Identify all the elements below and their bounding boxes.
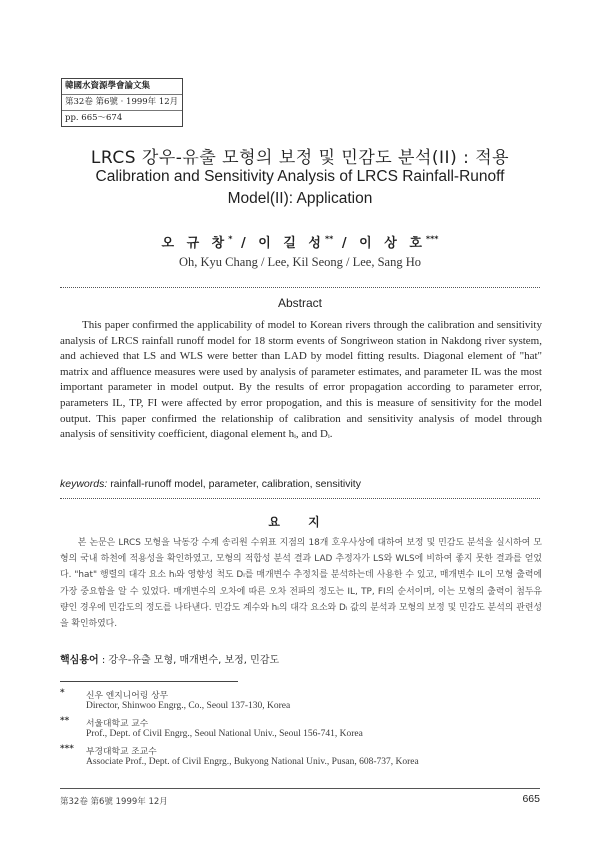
footnote-affiliation-ko: 부경대학교 조교수 <box>86 747 157 757</box>
authors-korean <box>0 232 600 251</box>
footnote-mark: * <box>60 688 65 698</box>
author-2-mark: ** <box>324 234 334 244</box>
author-2: 이 길 성 <box>258 236 325 251</box>
footnote-mark: *** <box>60 744 74 754</box>
keywords-line <box>60 478 361 490</box>
keywords-text: rainfall-runoff model, parameter, calibration, sensitivity <box>110 478 361 490</box>
footnote <box>60 744 540 772</box>
footnote-affiliation-ko: 서울대학교 교수 <box>86 719 149 729</box>
page-footer-issue: 第32卷 第6號 1999年 12月 <box>60 797 168 807</box>
journal-name: 韓國水資源學會論文集 <box>62 79 182 95</box>
page-number: 665 <box>522 793 540 805</box>
author-1: 오 규 창 <box>161 236 229 251</box>
footnote-affiliation-en: Prof., Dept. of Civil Engrg., Seoul National Univ., Seoul 156-741, Korea <box>86 729 363 739</box>
abstract-heading: Abstract <box>277 296 322 310</box>
korean-keywords-line <box>60 651 279 666</box>
title-english-line2: Model(II): Application <box>227 190 373 207</box>
title-english <box>60 166 540 210</box>
footnote <box>60 688 540 716</box>
footnote <box>60 716 540 744</box>
author-3-mark: *** <box>425 234 439 244</box>
author-separator: / <box>341 236 351 251</box>
title-korean: LRCS 강우-유출 모형의 보정 및 민감도 분석(II) : 적용 <box>90 148 510 168</box>
footnote-affiliation-en: Director, Shinwoo Engrg., Co., Seoul 137-130, Korea <box>86 701 291 711</box>
page-bottom-rule <box>60 788 540 789</box>
footnote-rule <box>60 681 238 682</box>
korean-keywords-label: 핵심용어 <box>60 655 99 666</box>
footnotes <box>60 688 540 772</box>
footnote-mark: ** <box>60 716 70 726</box>
journal-pages: pp. 665～674 <box>65 113 123 123</box>
author-separator: / <box>240 236 250 251</box>
footnote-affiliation-ko: 신우 엔지니어링 상무 <box>86 691 169 701</box>
abstract-top-divider <box>60 287 540 288</box>
korean-summary-heading: 요 지 <box>268 515 332 529</box>
abstract-body: This paper confirmed the applicability of model to Korean rivers through the calibration and sensitivity analysis of LRCS rainfall runoff model for 18 storm events of Songriweon station in Nakdong river system, and achieved that LS and WLS were better than LAD by model fitting results. Diagonal element of "hat" matrix and affluence measures were used by analysis of parameter estimates, and parameter IL was the most important parameter in model output. By the results of error propagation according to parameter error, parameters IL, TP, FI were affected by error propogation, and this is measure of sensitivity for the model output. This paper confirmed the relationship of calibration and sensitivity analysis of model through analysis of sensitivity coefficient, diagonal element hᵢ, and Dᵢ. <box>60 319 542 441</box>
author-1-mark: * <box>228 234 233 244</box>
author-3: 이 상 호 <box>359 236 426 251</box>
journal-info-box <box>61 78 183 127</box>
authors-english: Oh, Kyu Chang / Lee, Kil Seong / Lee, Sang Ho <box>179 255 421 269</box>
korean-summary-body: 본 논문은 LRCS 모형을 낙동강 수계 송리원 수위표 지점의 18개 호우사상에 대하여 보정 및 민감도 분석을 실시하여 모형의 국내 하천에 적용성을 확인하였고, 모형의 적합성 분석 결과 LAD 추정자가 LS와 WLS에 비하여 좋지 못한 결과를 얻었다. "hat" 행렬의 대각 요소 hᵢ와 영향성 척도 Dᵢ를 매개변수 추정치를 분석하는데 사용한 수 있고, 매개변수 IL이 모형 출력에 가장 중요함을 알 수 있었다. 매개변수의 오차에 따른 오차 전파의 정도는 IL, TP, FI의 순서이며, 이는 모형의 출력이 첨두유량인 경우에 민감도의 정도를 나타낸다. 민감도 계수와 hᵢ의 대각 요소와 Dᵢ 값의 분석과 모형의 보정 및 민감도 분석의 관련성을 확인하였다. <box>60 538 542 630</box>
footnote-affiliation-en: Associate Prof., Dept. of Civil Engrg., Bukyong National Univ., Pusan, 608-737, Korea <box>86 757 419 767</box>
journal-volume: 第32卷 第6號 · 1999年 12月 <box>62 95 182 111</box>
keywords-divider <box>60 498 540 499</box>
korean-keywords-text: : 강우-유출 모형, 매개변수, 보정, 민감도 <box>101 655 280 666</box>
title-english-line1: Calibration and Sensitivity Analysis of LRCS Rainfall-Runoff <box>95 168 505 185</box>
keywords-label: keywords: <box>60 478 108 490</box>
